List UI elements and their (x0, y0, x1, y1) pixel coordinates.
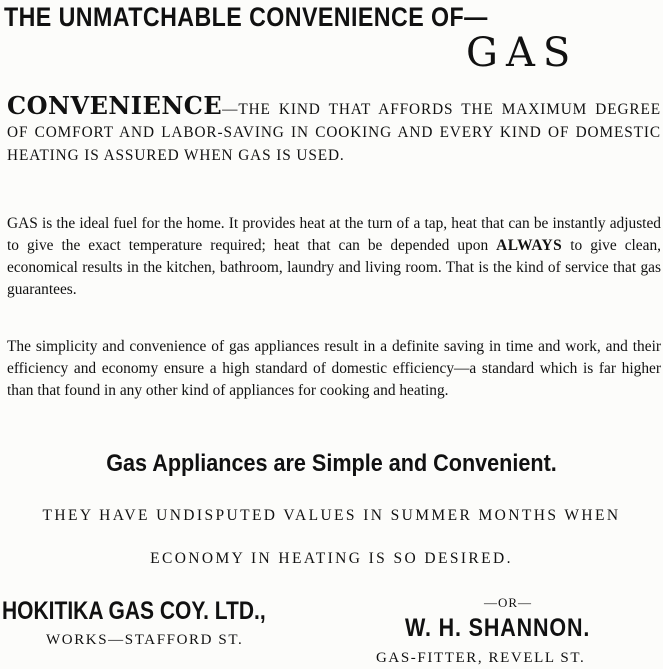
paragraph-1-emphasis: ALWAYS (496, 237, 563, 254)
intro-lead-word: CONVENIENCE (7, 91, 223, 120)
paragraph-1-before: GAS is the ideal fuel for the home. It provides heat at the turn of a tap, heat that can be instantly adjusted to give the exact temperature required; heat that can be depended upon (7, 215, 661, 254)
paragraph-1-after: to give clean, economical results in the kitchen, bathroom, laundry and living room. That is the kind of service that gas guarantees. (7, 237, 662, 298)
intro-paragraph (7, 91, 661, 167)
or-separator: —OR— (484, 595, 533, 610)
values-line-1: THEY HAVE UNDISPUTED VALUES IN SUMMER MONTHS WHEN (42, 507, 621, 524)
gas-title: GAS (466, 30, 579, 76)
company-works-address: WORKS—STAFFORD ST. (46, 632, 244, 648)
body-paragraph-1 (7, 213, 661, 301)
intro-text: —THE KIND THAT AFFORDS THE MAXIMUM DEGREE OF COMFORT AND LABOR-SAVING IN COOKING AND EVERY KIND OF DOMESTIC HEATING IS ASSURED WHEN GAS IS USED. (7, 101, 661, 164)
headline: THE UNMATCHABLE CONVENIENCE OF— (4, 2, 488, 32)
values-line-2: ECONOMY IN HEATING IS SO DESIRED. (150, 550, 513, 567)
body-paragraph-2: The simplicity and convenience of gas appliances result in a definite saving in time and work, and their efficiency and economy ensure a high standard of domestic efficiency—a standard which is far higher than that found in any other kind of appliances for cooking and heating. (7, 338, 661, 399)
company-name: HOKITIKA GAS COY. LTD., (2, 597, 266, 625)
subheading: Gas Appliances are Simple and Convenient. (106, 450, 557, 477)
alternate-supplier-trade: GAS-FITTER, REVELL ST. (376, 650, 586, 666)
alternate-supplier-name: W. H. SHANNON. (405, 614, 591, 642)
